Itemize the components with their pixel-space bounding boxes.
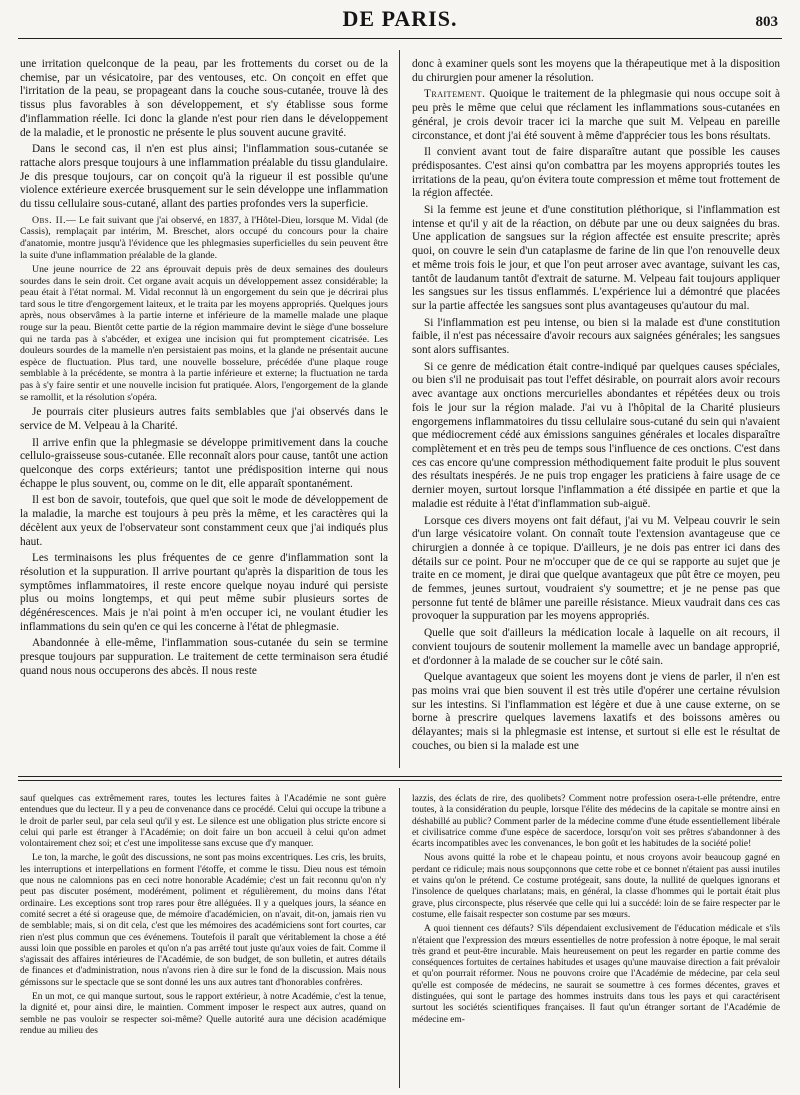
paragraph: lazzis, des éclats de rire, des quolibets? Comment notre profession osera-t-elle prétendre, entre toutes, à la considération du peuple, lorsque l'élite des médecins de la capitale se montre ainsi en déshabillé au public? Comment parler de la médecine comme d'une étude essentiellement libérale et civilisatrice comme d'une espèce de sacerdoce, lorsqu'on voit ses prêtres s'abandonner à des écarts incompatibles avec les convenances, le bon goût et les habitudes de la société polie! bbox=[412, 794, 780, 850]
column-divider-upper bbox=[399, 50, 400, 768]
masthead-title: DE PARIS. bbox=[342, 6, 458, 31]
paragraph: Je pourrais citer plusieurs autres faits semblables que j'ai observés dans le service de M. Velpeau à la Charité. bbox=[20, 406, 388, 432]
paragraph: Le ton, la marche, le goût des discussions, ne sont pas moins excentriques. Les cris, les bruits, les interruptions et interpellations en forment l'étoffe, et comme le tissu. Dieu nous est témoin que nous ne calomnions pas en ceci notre honorable Académie; c'est un fait reconnu qu'on n'y peut pas discuter posément, modérément, poliment et régulièrement, du moins dans l'état ordinaire. Les exceptions sont trop rares pour être alléguées. Il y a quelques jours, la séance en comité secret a été si orageuse que, de mémoire d'académicien, on n'avait, dit-on, jamais rien vu de semblable; mais, si on dit cela, c'est que les mémoires des académiciens sont fort courtes, car rien n'est plus commun que ces événemens. Toutefois il paraît que véritablement la chose a été aussi loin que possible en paroles et qu'on n'a pas arrêté tout juste qu'aux voies de fait. Comme il s'agissait des affaires intérieures de l'Académie, de son budget, de son bulletin, et autres détails de finances et d'administration, nous n'avons rien à dire sur le fond de la discussion. Mais nous gémissons sur le spectacle que se sont donné les uns aux autres tant d'honorables confrères. bbox=[20, 853, 386, 988]
paragraph: Dans le second cas, il n'en est plus ainsi; l'inflammation sous-cutanée se rattache alors presque toujours à une inflammation préalable du tissu glandulaire. Je dis presque toujours, car on conçoit qu'à la rigueur il est possible qu'une violence extérieure exercée brusquement sur le sein développe une inflammation du tissu cellulaire sous-cutané, allant des parties profondes vers la superficie. bbox=[20, 143, 388, 211]
article-column-right bbox=[412, 58, 780, 764]
paragraph: Il convient avant tout de faire disparaître autant que possible les causes prédisposantes. C'est ainsi qu'on combattra par les moyens appropriés toutes les irritations de la peau, qu'on évitera toute compression et même tout frottement de la région affectée. bbox=[412, 146, 780, 200]
feuilleton-column-right bbox=[412, 794, 780, 1086]
treatment-label: Traitement. bbox=[424, 88, 486, 101]
section-separator bbox=[18, 776, 782, 781]
column-divider-lower bbox=[399, 788, 400, 1088]
paragraph: Abandonnée à elle-même, l'inflammation sous-cutanée du sein se termine presque toujours par suppuration. Le traitement de cette terminaison sera étudié quand nous nous occuperons des abcès. Il nous reste bbox=[20, 637, 388, 677]
paragraph: Si ce genre de médication était contre-indiqué par quelques causes spéciales, ou bien s'il ne produisait pas tout l'effet désirable, on pourrait alors avoir recours avec avantage aux onctions mercurielles abondantes et répétées deux ou trois fois le jour sur la région malade. J'ai vu à l'hôpital de la Charité plusieurs engorgemens inflammatoires du tissu cellulaire sous-cutané du sein qui n'avaient que médiocrement cédé aux émissions sanguines générales et locales disparaître complètement et en très peu de temps sous l'influence de ces onctions. C'est dans ces cas encore qu'une compression méthodiquement faite produit le plus souvent des résultats inespérés. Je ne puis trop engager les praticiens à faire usage de ce dernier moyen, surtout lorsque l'inflammation a été dissipée en partie et que la maladie est réduite à l'état d'inflammation sub-aiguë. bbox=[412, 360, 780, 510]
paragraph: sauf quelques cas extrêmement rares, toutes les lectures faites à l'Académie ne sont guère entendues que du lecteur. Il y a peu de convenance dans ce procédé. Celui qui occupe la tribune a le droit de parler seul, par cela seul qu'il y est. Le silence est une obligation plus stricte encore si celui qui parle est étranger à l'Académie; on doit faire un bon accueil à celui qu'on admet volontairement chez soi; et c'est une impolitesse sans excuse que d'y manquer. bbox=[20, 794, 386, 850]
paragraph: Quelle que soit d'ailleurs la médication locale à laquelle on ait recours, il convient toujours de soutenir mollement la mamelle avec un bandage approprié, et d'ordonner à la malade de se coucher sur le côté sain. bbox=[412, 627, 780, 667]
observation-paragraph bbox=[20, 215, 388, 261]
header-rule bbox=[18, 38, 782, 39]
paragraph: Il est bon de savoir, toutefois, que quel que soit le mode de développement de la maladie, la marche est toujours à peu près la même, et les caractères qui la décèlent aux yeux de l'observateur sont constamment ceux que j'ai indiqués plus haut. bbox=[20, 494, 388, 548]
case-paragraph: Une jeune nourrice de 22 ans éprouvait depuis près de deux semaines des douleurs sourdes dans le sein droit. Cet organe avait acquis un développement assez considérable; la peau était à l'état normal. M. Vidal reconnut là un engorgement du sein que je décrirai plus tard sous le titre d'engorgement laiteux, et le traita par les moyens appropriés. Quelques jours après, nous observâmes à la partie interne et inférieure de la mamelle malade une plaque rouge sur la peau. Bientôt cette partie de la région mammaire devint le siège d'une bosselure qui ne tarda pas à s'abcéder, et exigea une incision qui fut promptement cicatrisée. Les douleurs sourdes de la mamelle n'en persistaient pas moins, et la glande ne présentait aucune espèce de fluctuation. Plus tard, une nouvelle bosselure, précédée d'une plaque rouge semblable à la précédente, se montra à la partie inférieure et externe; la fluctuation ne tarda pas à s'y faire sentir et une nouvelle incision fut pratiquée. Alors, l'engorgement de la glande se ramollit, et la résolution s'opéra. bbox=[20, 264, 388, 403]
paragraph: Lorsque ces divers moyens ont fait défaut, j'ai vu M. Velpeau couvrir le sein d'un large vésicatoire volant. On connaît toute l'extension avantageuse que ce chirurgien a donnée à ce topique. D'ailleurs, je ne dois pas entrer ici dans des détails sur ce point. Pour ne m'occuper que de ce qui se rapporte au sujet que je traite en ce moment, je dirai que quelque avantageux que pût être ce moyen, peu de femmes, jeunes surtout, voudraient s'y soumettre; et je ne pense pas que personne fut tenté de blâmer une pareille résistance. Mieux vaudrait dans ces cas provoquer la suppuration par les moyens appropriés. bbox=[412, 514, 780, 623]
observation-label: Obs. II. bbox=[32, 214, 67, 226]
paragraph: donc à examiner quels sont les moyens que la thérapeutique met à la disposition du chirurgien pour amener la résolution. bbox=[412, 58, 780, 84]
paragraph: une irritation quelconque de la peau, par les frottements du corset ou de la chemise, par un vésicatoire, par des ventouses, etc. On conçoit en effet que l'irritation de la peau, se propageant dans la couche sous-cutanée, trouve là des tissus plus favorables à son développement, et s'y établisse sous forme d'inflammation réelle. Ici donc la glande n'est pour rien dans le développement de la maladie, et le pronostic ne présente le plus souvent aucune gravité. bbox=[20, 58, 388, 139]
observation-text: — Le fait suivant que j'ai observé, en 1837, à l'Hôtel-Dieu, lorsque M. Vidal (de Cassis), remplaçait par intérim, M. Breschet, alors occupé du concours pour la chaire d'anatomie, montre jusqu'à l'évidence que les phlegmasies superficielles du sein peuvent être la suite d'une inflammation préalable de la glande. bbox=[20, 214, 388, 261]
paragraph: Les terminaisons les plus fréquentes de ce genre d'inflammation sont la résolution et la suppuration. Il arrive pourtant qu'après la disparition de tous les symptômes inflammatoires, il reste encore quelque noyau induré qui persiste plus ou moins longtemps, et qui peut même subir plusieurs sortes de dégénérescences. Mais je n'ai point à m'en occuper ici, ne voulant étudier les inflammations du sein qu'en ce qui les concerne à l'état de phlegmasie. bbox=[20, 552, 388, 633]
feuilleton-column-left bbox=[20, 794, 386, 1086]
paragraph: Quelque avantageux que soient les moyens dont je viens de parler, il n'en est pas moins vrai que bien souvent il est très utile d'opérer une certaine révulsion sur les intestins. Si l'inflammation est légère et due à une cause externe, on se borne à prescrire quelques lavemens laxatifs et des boissons amères ou délayantes; mais si la phlegmasie est intense, et surtout si elle est le résultat de couches, ou bien si la malade est une bbox=[412, 671, 780, 752]
treatment-paragraph bbox=[412, 88, 780, 143]
page-number: 803 bbox=[755, 14, 778, 30]
treatment-text: Quoique le traitement de la phlegmasie qui nous occupe soit à peu près le même que celui que réclament les inflammations sous-cutanées en général, je crois devoir tracer ici la marche que suit M. Velpeau en pareille circonstance, et dont j'ai été souvent à même d'apprécier tous les bons résultats. bbox=[412, 88, 780, 142]
paragraph: A quoi tiennent ces défauts? S'ils dépendaient exclusivement de l'éducation médicale et s'ils n'étaient que l'expression des mœurs essentielles de notre profession à notre époque, le mal serait très grand et peut-être incurable. Mais heureusement on peut les regarder en partie comme des conséquences fortuites de certaines habitudes et usages qu'une mauvaise direction a fait prévaloir et qu'on pourrait réformer. Nous ne pouvons croire que l'Académie de médecine, par cela seul qu'elle est composée de médecins, ne saurait se soumettre à ces formes décentes, graves et distinguées, qui sont le partage des hommes instruits dans tous les pays et qui caractérisent surtout les sociétés scientifiques françaises. Il faut qu'un étranger sortant de l'Académie de médecine em- bbox=[412, 924, 780, 1025]
paragraph: En un mot, ce qui manque surtout, sous le rapport extérieur, à notre Académie, c'est la tenue, la dignité et, pour ainsi dire, le maintien. Comment imposer le respect aux autres, quand on semble ne pas vouloir se respecter soi-même? Quelle autorité aura une décision académique rendue au milieu des bbox=[20, 992, 386, 1036]
paragraph: Si la femme est jeune et d'une constitution pléthorique, si l'inflammation est intense et qu'il y ait de la réaction, on débute par une ou deux saignées du bras. Une application de sangsues sur la région affectée est ensuite prescrite; après quoi, on couvre le sein d'un cataplasme de farine de lin que l'on renouvelle deux et même trois fois le jour, et que l'on peut arroser avec avantage, suivant les cas, tantôt de laudanum tantôt d'extrait de saturne. M. Velpeau fait toujours appliquer les sangsues sur les tissus enflammés. L'expérience lui a démontré que placées sur la partie affectée les sangsues sont plus avantageuses qu'autour du mal. bbox=[412, 204, 780, 312]
paragraph: Il arrive enfin que la phlegmasie se développe primitivement dans la couche cellulo-graisseuse sous-cutanée. Elle reconnaît alors pour cause, tantôt une action quelconque des corps extérieurs; tantot une prédisposition interne qui nous échappe le plus souvent, ou, comme on le dit, elle apparaît spontanément. bbox=[20, 436, 388, 490]
paragraph: Si l'inflammation est peu intense, ou bien si la malade est d'une constitution faible, il n'est pas nécessaire d'avoir recours aux saignées générales; les sangsues sont alors suffisantes. bbox=[412, 316, 780, 357]
article-column-left bbox=[20, 58, 388, 764]
paragraph: Nous avons quitté la robe et le chapeau pointu, et nous croyons avoir beaucoup gagné en perdant ce ridicule; mais nous soupçonnons que cette robe et ce bonnet n'étaient pas aussi inutiles et vains qu'on le prétend. Ce costume protégeait, sans doute, la nullité de quelques ignorans et l'insolence de quelques charlatans; mais, en général, la classe d'hommes qui le portait était plus grave, plus circonspecte, plus réservée que celle qui lui a succédé: loin de se faire respecter par le costume, elle faisait respecter son costume par ses mœurs. bbox=[412, 853, 780, 920]
